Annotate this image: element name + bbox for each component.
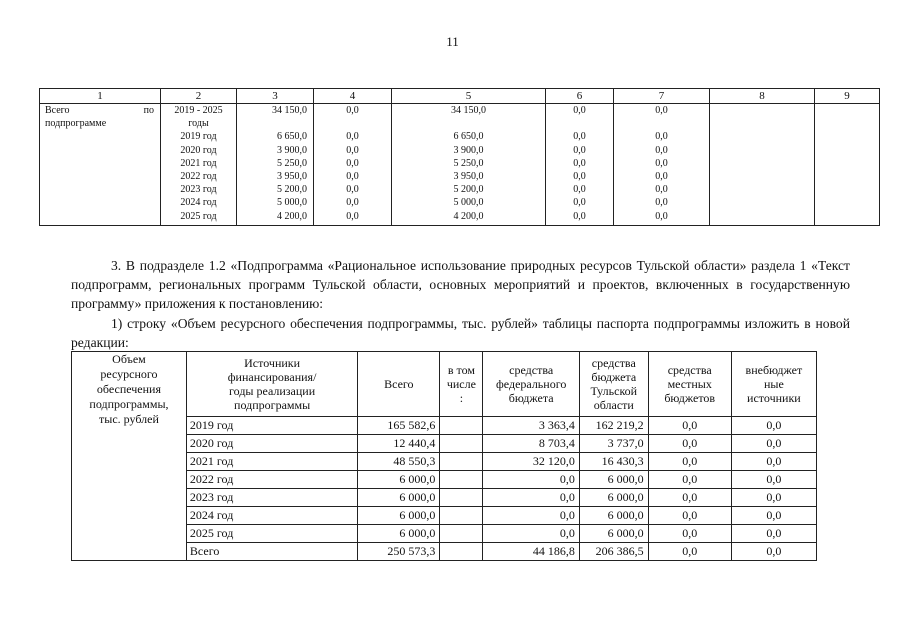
extra-cell: 0,0 — [731, 507, 816, 525]
header-line: числе — [446, 377, 476, 391]
value: 6 650,0 — [277, 131, 307, 143]
regional-cell: 16 430,3 — [579, 453, 648, 471]
extra-cell: 0,0 — [731, 453, 816, 471]
header-extrabudgetary — [731, 352, 816, 417]
table1-col-header: 9 — [815, 89, 880, 104]
header-line: источники — [747, 391, 801, 405]
label-line: Объем — [112, 352, 146, 366]
subprogram-totals-table — [39, 88, 880, 226]
value: 0,0 — [346, 171, 359, 183]
regional-cell: 6 000,0 — [579, 525, 648, 543]
period-year: 2021 год — [180, 157, 217, 169]
header-line: внебюджет — [745, 363, 803, 377]
table1-label-cell — [40, 104, 161, 226]
value: 0,0 — [655, 184, 668, 196]
value: 0,0 — [573, 197, 586, 209]
total-cell: 6 000,0 — [358, 489, 440, 507]
value: 0,0 — [655, 105, 668, 116]
local-cell: 0,0 — [648, 417, 731, 435]
value: 3 900,0 — [277, 144, 307, 156]
value: 3 900,0 — [453, 144, 484, 156]
table1-label-left: Всего — [45, 105, 70, 116]
including-cell — [440, 471, 483, 489]
value: 0,0 — [573, 131, 586, 143]
header-regional-budget — [579, 352, 648, 417]
value: 4 200,0 — [277, 210, 307, 222]
value: 5 250,0 — [453, 157, 484, 169]
spacer — [316, 117, 389, 130]
table1-col-header: 4 — [314, 89, 392, 104]
page-number: 11 — [446, 34, 459, 49]
period-year: 2024 год — [180, 197, 217, 209]
federal-cell: 44 186,8 — [483, 543, 579, 561]
value: 0,0 — [655, 131, 668, 143]
header-including — [440, 352, 483, 417]
spacer — [239, 117, 307, 130]
header-line: Источники — [244, 356, 301, 370]
header-line: местных — [667, 377, 712, 391]
period-year: 2025 год — [180, 210, 217, 222]
value: 0,0 — [655, 157, 668, 169]
federal-cell: 0,0 — [483, 489, 579, 507]
year-cell: 2025 год — [186, 525, 357, 543]
period-total-line2: годы — [188, 118, 209, 130]
regional-cell: 6 000,0 — [579, 489, 648, 507]
header-funding-sources — [186, 352, 357, 417]
table2-header-row — [72, 352, 817, 417]
extra-cell: 0,0 — [731, 471, 816, 489]
extra-cell: 0,0 — [731, 489, 816, 507]
value: 34 150,0 — [272, 105, 307, 116]
period-year: 2019 год — [180, 131, 217, 143]
year-cell: 2019 год — [186, 417, 357, 435]
header-federal-budget — [483, 352, 579, 417]
header-line: средства — [667, 363, 712, 377]
year-cell: 2024 год — [186, 507, 357, 525]
total-cell: 6 000,0 — [358, 471, 440, 489]
local-cell: 0,0 — [648, 471, 731, 489]
header-line: бюджетов — [664, 391, 716, 405]
header-line: финансирования/ — [227, 370, 317, 384]
extra-cell: 0,0 — [731, 435, 816, 453]
extra-cell: 0,0 — [731, 543, 816, 561]
spacer — [548, 117, 611, 130]
table2-row-label-cell — [72, 352, 187, 561]
period-year: 2023 год — [180, 184, 217, 196]
table1-header-row — [40, 89, 880, 104]
value: 0,0 — [346, 131, 359, 143]
table1-col3-cell — [237, 104, 314, 226]
header-line: подпрограммы — [234, 398, 311, 412]
value: 5 200,0 — [277, 184, 307, 196]
header-line: бюджета — [591, 370, 637, 384]
extra-cell: 0,0 — [731, 525, 816, 543]
table1-col-header: 8 — [710, 89, 815, 104]
year-cell: 2020 год — [186, 435, 357, 453]
year-cell: 2022 год — [186, 471, 357, 489]
federal-cell: 3 363,4 — [483, 417, 579, 435]
value: 0,0 — [346, 157, 359, 169]
header-line: области — [593, 398, 634, 412]
including-cell — [440, 435, 483, 453]
table1-period-cell — [161, 104, 237, 226]
value: 0,0 — [655, 171, 668, 183]
label-line: обеспечения — [96, 382, 161, 396]
table1-col-header: 6 — [546, 89, 614, 104]
table1-col9-cell — [815, 104, 880, 226]
paragraph-item-1: 1) строку «Объем ресурсного обеспечения подпрограммы, тыс. рублей» таблицы паспорта подпрограммы изложить в новой редакции: — [71, 316, 850, 350]
regional-cell: 206 386,5 — [579, 543, 648, 561]
table1-col7-cell — [614, 104, 710, 226]
federal-cell: 8 703,4 — [483, 435, 579, 453]
local-cell: 0,0 — [648, 507, 731, 525]
value: 0,0 — [346, 144, 359, 156]
label-line: подпрограммы, — [89, 397, 169, 411]
value: 6 650,0 — [453, 131, 484, 143]
period-year: 2022 год — [180, 171, 217, 183]
local-cell: 0,0 — [648, 435, 731, 453]
period-total-line1: 2019 - 2025 — [174, 105, 223, 116]
header-line: средства — [591, 356, 636, 370]
table1-label-line — [42, 104, 158, 117]
total-cell: 6 000,0 — [358, 507, 440, 525]
header-total: Всего — [358, 352, 440, 417]
federal-cell: 0,0 — [483, 471, 579, 489]
header-line: годы реализации — [229, 384, 316, 398]
value: 3 950,0 — [453, 171, 484, 183]
spacer — [394, 117, 543, 130]
header-line: ные — [763, 377, 784, 391]
value: 3 950,0 — [277, 171, 307, 183]
paragraph-section-3: 3. В подразделе 1.2 «Подпрограмма «Рациональное использование природных ресурсов Тульской области» раздела 1 «Текст подпрограмм, региональных программ Тульской области, основных мероприятий и проектов, включенных в государственную программу» приложения к постановлению: — [71, 258, 850, 311]
value: 4 200,0 — [453, 210, 484, 222]
label-line: тыс. рублей — [99, 412, 159, 426]
value: 0,0 — [573, 171, 586, 183]
total-cell: 6 000,0 — [358, 525, 440, 543]
including-cell — [440, 543, 483, 561]
value: 0,0 — [655, 197, 668, 209]
including-cell — [440, 489, 483, 507]
table1-col6-cell — [546, 104, 614, 226]
value: 0,0 — [655, 210, 668, 222]
including-cell — [440, 507, 483, 525]
table1-col-header: 7 — [614, 89, 710, 104]
value: 0,0 — [346, 105, 359, 116]
table1-col8-cell — [710, 104, 815, 226]
period-year: 2020 год — [180, 144, 217, 156]
value: 0,0 — [346, 184, 359, 196]
header-line: в том — [447, 363, 475, 377]
value: 0,0 — [346, 197, 359, 209]
value: 34 150,0 — [451, 105, 486, 116]
header-line: Тульской — [590, 384, 638, 398]
local-cell: 0,0 — [648, 543, 731, 561]
table1-col4-cell — [314, 104, 392, 226]
regional-cell: 3 737,0 — [579, 435, 648, 453]
table1-col-header: 1 — [40, 89, 161, 104]
local-cell: 0,0 — [648, 453, 731, 471]
federal-cell: 0,0 — [483, 507, 579, 525]
year-cell: 2021 год — [186, 453, 357, 471]
table1-label-right: по — [143, 105, 154, 116]
value: 0,0 — [573, 157, 586, 169]
total-cell: 12 440,4 — [358, 435, 440, 453]
value: 0,0 — [346, 210, 359, 222]
table1-label-line2: подпрограмме — [45, 118, 107, 130]
total-cell: 250 573,3 — [358, 543, 440, 561]
value: 0,0 — [573, 144, 586, 156]
table1-col-header: 2 — [161, 89, 237, 104]
value: 0,0 — [573, 184, 586, 196]
value: 5 000,0 — [277, 197, 307, 209]
local-cell: 0,0 — [648, 525, 731, 543]
federal-cell: 32 120,0 — [483, 453, 579, 471]
table1-col-header: 5 — [392, 89, 546, 104]
value: 5 250,0 — [277, 157, 307, 169]
value: 5 000,0 — [453, 197, 484, 209]
header-line: бюджета — [508, 391, 554, 405]
table1-col-header: 3 — [237, 89, 314, 104]
value: 5 200,0 — [453, 184, 484, 196]
header-line: средства — [509, 363, 554, 377]
year-cell: 2023 год — [186, 489, 357, 507]
including-cell — [440, 525, 483, 543]
regional-cell: 162 219,2 — [579, 417, 648, 435]
year-cell: Всего — [186, 543, 357, 561]
resource-provision-table — [71, 351, 817, 561]
local-cell: 0,0 — [648, 489, 731, 507]
including-cell — [440, 417, 483, 435]
spacer — [616, 117, 707, 130]
including-cell — [440, 453, 483, 471]
regional-cell: 6 000,0 — [579, 471, 648, 489]
value: 0,0 — [573, 210, 586, 222]
header-local-budgets — [648, 352, 731, 417]
total-cell: 48 550,3 — [358, 453, 440, 471]
federal-cell: 0,0 — [483, 525, 579, 543]
table1-body-row — [40, 104, 880, 226]
total-cell: 165 582,6 — [358, 417, 440, 435]
header-line: : — [459, 391, 464, 405]
table1-col5-cell — [392, 104, 546, 226]
regional-cell: 6 000,0 — [579, 507, 648, 525]
extra-cell: 0,0 — [731, 417, 816, 435]
value: 0,0 — [573, 105, 586, 116]
header-line: федерального — [496, 377, 567, 391]
value: 0,0 — [655, 144, 668, 156]
label-line: ресурсного — [100, 367, 158, 381]
